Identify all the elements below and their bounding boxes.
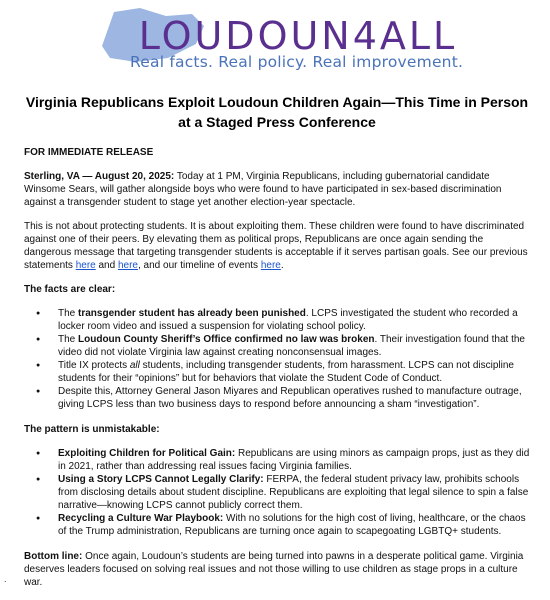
logo-tagline: Real facts. Real policy. Real improvement.	[130, 53, 464, 71]
context-mid: , and our timeline of events	[137, 260, 261, 271]
context-paragraph	[24, 220, 530, 272]
release-label: FOR IMMEDIATE RELEASE	[24, 147, 154, 158]
fact-item: ● The transgender student has already been punished. LCPS investigated the student who recorded a locker room video and issued a suspension for violating school policy.	[58, 307, 530, 333]
page-foot-mark: .	[4, 574, 7, 584]
logo-wordmark: LOUDOUN4ALL	[138, 14, 458, 58]
facts-list	[24, 307, 530, 411]
timeline-link[interactable]: here	[260, 260, 281, 271]
bottom-line-text: Once again, Loudoun’s students are being turned into pawns in a desperate political game. Virginia deserves leaders focused on solving real issues and not those willing to use children as stage props in a culture war.	[24, 551, 524, 588]
context-and: and	[95, 260, 118, 271]
bottom-line-label: Bottom line:	[24, 551, 83, 562]
press-release-body	[24, 92, 530, 600]
context-text: This is not about protecting students. It is about exploiting them. These children were found to have discriminated against one of their peers. By elevating them as political props, Republicans are once again sending the dangerous message that targeting transgender students is acceptable if it serves partisan goals. See our previous statements	[24, 221, 528, 271]
bottom-line-paragraph	[24, 550, 530, 589]
dateline: Sterling, VA — August 20, 2025:	[24, 171, 175, 182]
fact-item: ● The Loudoun County Sheriff’s Office confirmed no law was broken. Their investigation found that the video did not violate Virginia law against creating nonconsensual images.	[58, 333, 530, 359]
fact-item: ● Title IX protects all students, including transgender students, from harassment. LCPS can not discipline students for their “opinions” but for behaviors that violate the Student Code of Conduct.	[58, 359, 530, 385]
headline: Virginia Republicans Exploit Loudoun Children Again—This Time in Person at a Staged Press Conference	[25, 94, 529, 130]
pattern-list	[24, 447, 530, 538]
context-end: .	[280, 260, 284, 271]
pattern-item: ● Using a Story LCPS Cannot Legally Clarify: FERPA, the federal student privacy law, prohibits schools from disclosing details about student discipline. Republicans are exploiting that legal silence to spin a false narrative—knowing LCPS cannot publicly correct them.	[58, 473, 530, 512]
pattern-item: ● Exploiting Children for Political Gain: Republicans are using minors as campaign props, just as they did in 2021, rather than addressing real issues facing Virginia families.	[58, 447, 530, 473]
intro-paragraph	[24, 170, 530, 209]
header-logo	[0, 0, 550, 80]
fact-item: ● Despite this, Attorney General Jason Miyares and Republican operatives rushed to manufacture outrage, giving LCPS less than two business days to respond before announcing a sham “investigation”.	[58, 385, 530, 411]
previous-statement-link-2[interactable]: here	[117, 260, 138, 271]
intro-text: Today at 1 PM, Virginia Republicans, including gubernatorial candidate Winsome Sears, will gather alongside boys who were found to have participated in sex-based discrimination against a transgender student to stage yet another election-year spectacle.	[24, 171, 502, 208]
facts-heading: The facts are clear:	[24, 284, 116, 295]
previous-statement-link-1[interactable]: here	[75, 260, 96, 271]
pattern-item: ● Recycling a Culture War Playbook: With no solutions for the high cost of living, healthcare, or the chaos of the Trump administration, Republicans are turning once again to scapegoating LGBTQ+ students.	[58, 512, 530, 538]
pattern-heading: The pattern is unmistakable:	[24, 424, 160, 435]
